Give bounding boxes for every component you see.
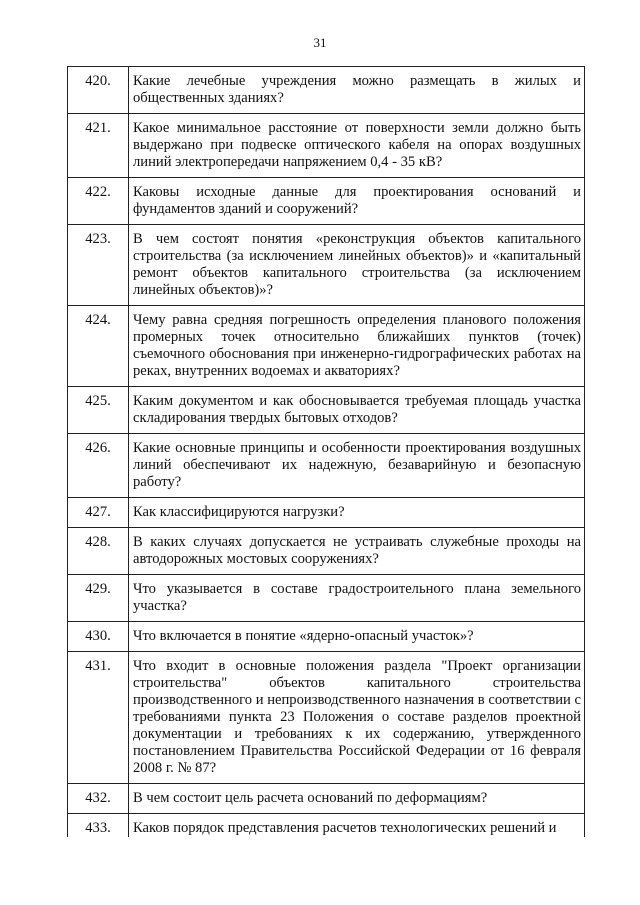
question-number: 423. [68, 225, 129, 306]
question-number: 427. [68, 498, 129, 528]
question-number: 428. [68, 528, 129, 575]
table-row [68, 114, 585, 178]
question-text: Каким документом и как обосновывается требуемая площадь участка складирования твердых бытовых отходов? [129, 387, 585, 434]
question-text: В чем состоят понятия «реконструкция объектов капитального строительства (за исключением линейных объектов)» и «капитальный ремонт объектов капитального строительства (за исключением линейных объектов)»? [129, 225, 585, 306]
question-text: В чем состоит цель расчета оснований по деформациям? [129, 784, 585, 814]
table-row [68, 434, 585, 498]
question-text: Что указывается в составе градостроительного плана земельного участка? [129, 575, 585, 622]
question-number: 422. [68, 178, 129, 225]
question-number: 429. [68, 575, 129, 622]
question-number: 426. [68, 434, 129, 498]
question-text: Каковы исходные данные для проектирования оснований и фундаментов зданий и сооружений? [129, 178, 585, 225]
question-number: 432. [68, 784, 129, 814]
table-row [68, 814, 585, 838]
table-row [68, 575, 585, 622]
table-row [68, 652, 585, 784]
page-number: 31 [313, 35, 327, 50]
question-text: Что входит в основные положения раздела "Проект организации строительства" объектов капитального строительства производственного и непроизводственного назначения в соответствии с требованиями пункта 23 Положения о составе разделов проектной документации и требованиях к их содержанию, утвержденного постановлением Правительства Российской Федерации от 16 февраля 2008 г. № 87? [129, 652, 585, 784]
question-text: Что включается в понятие «ядерно-опасный участок»? [129, 622, 585, 652]
question-text: Какое минимальное расстояние от поверхности земли должно быть выдержано при подвеске оптического кабеля на опорах воздушных линий электропередачи напряжением 0,4 - 35 кВ? [129, 114, 585, 178]
table-row [68, 225, 585, 306]
questions-table [67, 66, 585, 837]
question-text: Какие лечебные учреждения можно размещать в жилых и общественных зданиях? [129, 67, 585, 114]
table-row [68, 622, 585, 652]
question-number: 421. [68, 114, 129, 178]
question-text: Как классифицируются нагрузки? [129, 498, 585, 528]
table-row [68, 498, 585, 528]
table-row [68, 784, 585, 814]
question-text: Каков порядок представления расчетов технологических решений и [129, 814, 585, 838]
table-row [68, 67, 585, 114]
question-text: В каких случаях допускается не устраивать служебные проходы на автодорожных мостовых сооружениях? [129, 528, 585, 575]
table-row [68, 178, 585, 225]
question-number: 420. [68, 67, 129, 114]
question-text: Чему равна средняя погрешность определения планового положения промерных точек относительно ближайших пунктов (точек) съемочного обоснования при инженерно-гидрографических работах на реках, внутренних водоемах и акваториях? [129, 306, 585, 387]
table-row [68, 306, 585, 387]
question-number: 424. [68, 306, 129, 387]
question-number: 431. [68, 652, 129, 784]
table-row [68, 528, 585, 575]
table-row [68, 387, 585, 434]
question-number: 430. [68, 622, 129, 652]
question-number: 433. [68, 814, 129, 838]
question-number: 425. [68, 387, 129, 434]
question-text: Какие основные принципы и особенности проектирования воздушных линий обеспечивают их надежную, безаварийную и безопасную работу? [129, 434, 585, 498]
questions-table-body [68, 67, 585, 838]
